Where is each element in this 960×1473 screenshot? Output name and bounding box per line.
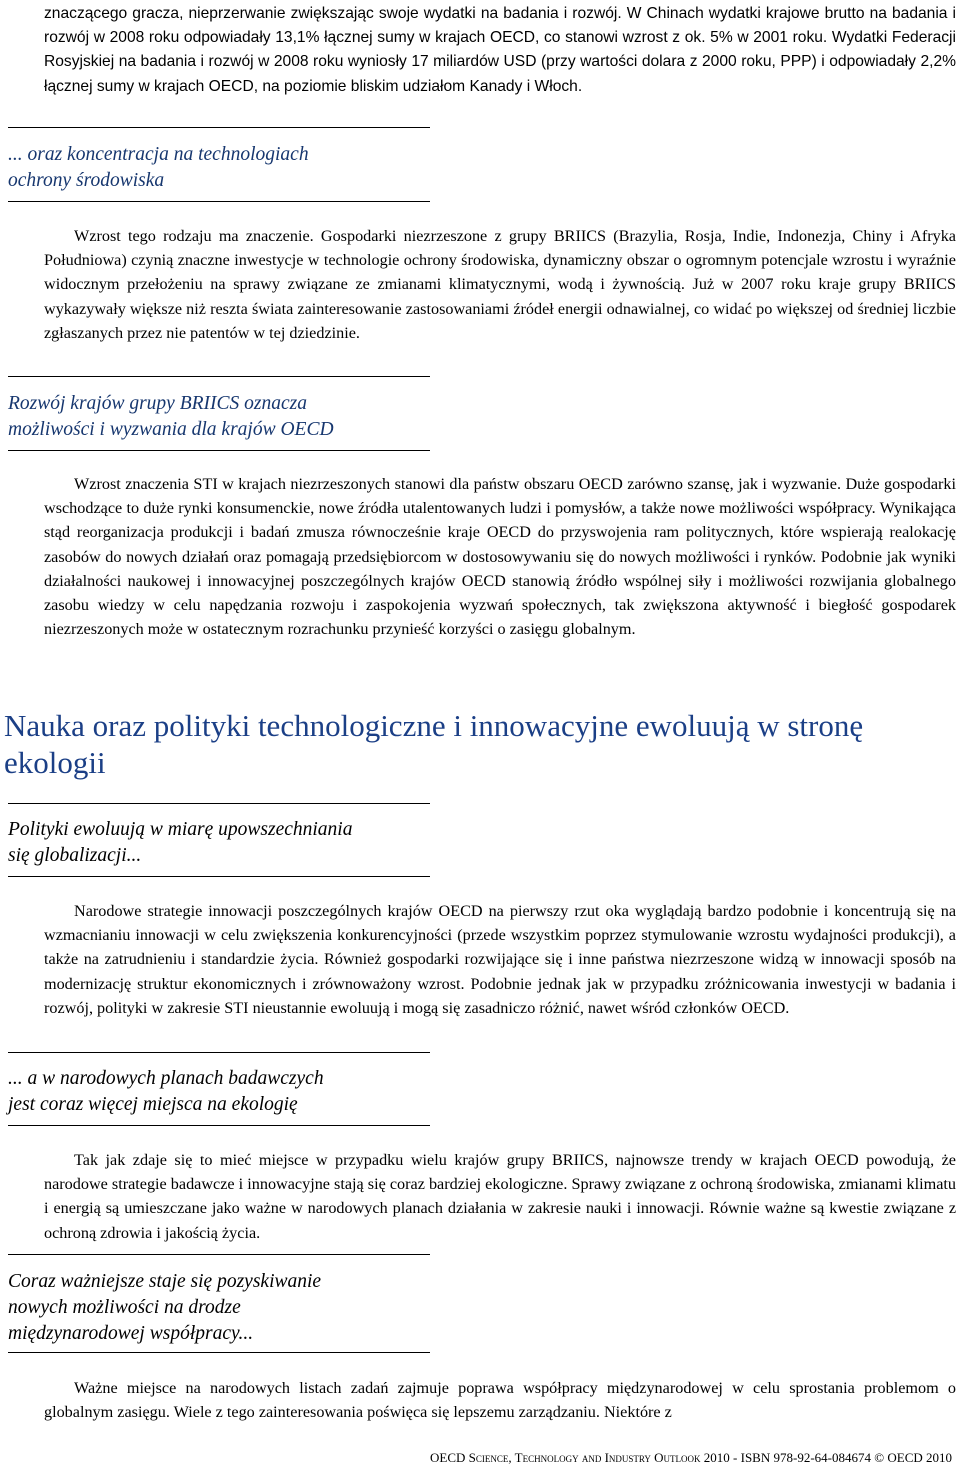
subheading-line: ... a w narodowych planach badawczych [8, 1068, 324, 1089]
subheading-line: możliwości i wyzwania dla krajów OECD [8, 419, 334, 440]
page-footer [430, 1450, 952, 1466]
subheading-technologies [8, 142, 448, 194]
heading-line: ekologii [4, 745, 106, 780]
subheading-international-cooperation [8, 1269, 448, 1347]
subheading-line: się globalizacji... [8, 845, 142, 866]
subheading-line: Coraz ważniejsze staje się pozyskiwanie [8, 1271, 322, 1292]
subheading-line: ochrony środowiska [8, 170, 165, 191]
section-rule [8, 803, 430, 804]
subheading-research-plans [8, 1066, 448, 1118]
subheading-line: międzynarodowej współpracy... [8, 1323, 254, 1344]
section-rule [8, 876, 430, 877]
paragraph-oecd-trends: Tak jak zdaje się to mieć miejsce w przypadku wielu krajów grupy BRIICS, najnowsze trendy w krajach OECD powodują, że narodowe strategie badawcze i innowacyjne stają się coraz bardziej ekologiczne. Sprawy związane z ochroną środowiska, zmianami klimatu i energią są umieszczane jako ważne w narodowych planach działania w zakresie nauki i innowacji. Równie ważne są kwestie związane z ochroną zdrowia i jakością życia. [44, 1151, 956, 1242]
heading-line: Nauka oraz polityki technologiczne i innowacyjne ewoluują w stronę [4, 708, 864, 743]
section-rule [8, 450, 430, 451]
footer-publication-title: OECD Science, Technology and Industry Outlook 2010 [430, 1450, 730, 1465]
subheading-line: nowych możliwości na drodze [8, 1297, 241, 1318]
paragraph-national-strategies: Narodowe strategie innowacji poszczególnych krajów OECD na pierwszy rzut oka wyglądają bardzo podobnie i koncentrują się na wzmacnianiu innowacji w celu zwiększenia konkurencyjności (przede wszystkim poprzez stymulowanie wzrostu wydajności produkcji), a także na zatrudnieniu i standardzie życia. Również gospodarki rozwijające się i inne państwa niezrzeszone widzą w innowacji sposób na modernizację struktur ekonomicznych i zrównoważony wzrost. Podobnie jednak jak w przypadku zróżnicowania inwestycji w badania i rozwój, polityki w zakresie STI nieustannie ewoluują i mogą się zasadniczo różnić, nawet wśród członków OECD. [44, 902, 956, 1017]
paragraph-cooperation: Ważne miejsce na narodowych listach zadań zajmuje poprawa współpracy międzynarodowej w celu sprostania problemom o globalnym zasięgu. Wiele z tego zainteresowania poświęca się lepszemu zarządzaniu. Niektóre z [44, 1379, 956, 1422]
section-rule [8, 127, 430, 128]
intro-paragraph: znaczącego gracza, nieprzerwanie zwiększając swoje wydatki na badania i rozwój. W Chinach wydatki krajowe brutto na badania i rozwój w 2008 roku odpowiadały 13,1% łącznej sumy w krajach OECD, co stanowi wzrost z ok. 5% w 2001 roku. Wydatki Federacji Rosyjskiej na badania i rozwój w 2008 roku wyniosły 17 miliardów USD (przy wartości dolara z 2000 roku, PPP) i odpowiadały 2,2% łącznej sumy w krajach OECD, na poziomie bliskim udziałom Kanady i Włoch. [44, 5, 956, 95]
paragraph-sti-growth: Wzrost znaczenia STI w krajach niezrzeszonych stanowi dla państw obszaru OECD zarówno szansę, jak i wyzwanie. Duże gospodarki wschodzące to duże rynki konsumenckie, nowe źródła utalentowanych ludzi i pomysłów, a także nowe możliwości współpracy. Wynikająca stąd reorganizacja produkcji i badań zmusza równocześnie kraje OECD do przyswojenia ram politycznych, które wspierają realokację zasobów do nowych działań oraz pomagają przedsiębiorcom w dostosowywaniu się do nowych możliwości i rynków. Podobnie jak wyniki działalności naukowej i innowacyjnej poszczególnych krajów OECD stanowią źródło wspólnej siły i możliwości rozwijania globalnego zasobu wiedzy w celu napędzania rozwoju i zaspokojenia wyzwań społecznych, tak zwiększona aktywność i biegłość gospodarek niezrzeszonych może w ostatecznym rozrachunku przynieść korzyści o zasięgu globalnym. [44, 475, 956, 639]
section-rule [8, 376, 430, 377]
section-rule [8, 1352, 430, 1353]
subheading-line: Polityki ewoluują w miarę upowszechniania [8, 819, 353, 840]
subheading-line: ... oraz koncentracja na technologiach [8, 144, 309, 165]
section-rule [8, 1125, 430, 1126]
subheading-line: Rozwój krajów grupy BRIICS oznacza [8, 393, 307, 414]
footer-isbn: - ISBN 978-92-64-084674 [729, 1450, 875, 1465]
subheading-line: jest coraz więcej miejsca na ekologię [8, 1094, 298, 1115]
subheading-briics-development [8, 391, 448, 443]
paragraph-briics-investment: Wzrost tego rodzaju ma znaczenie. Gospodarki niezrzeszone z grupy BRIICS (Brazylia, Rosja, Indie, Indonezja, Chiny i Afryka Południowa) czynią znaczne inwestycje w technologie ochrony środowiska, dynamiczny obszar o ogromnym potencjale wzrostu i wyraźnie widocznym przełożeniu na sprawy związane ze zmianami klimatycznymi, wodą i żywnością. Już w 2007 roku kraje grupy BRIICS wykazywały większe niż reszta świata zainteresowanie zastosowaniami źródeł energii odnawialnej, co widać po większej od średniej liczbie zgłaszanych przez nie patentów w tej dziedzinie. [44, 227, 956, 342]
section-rule [8, 201, 430, 202]
subheading-globalization [8, 817, 448, 869]
section-heading-ecology [4, 707, 954, 781]
footer-copyright: © OECD 2010 [874, 1450, 952, 1465]
section-rule [8, 1254, 430, 1255]
section-rule [8, 1052, 430, 1053]
